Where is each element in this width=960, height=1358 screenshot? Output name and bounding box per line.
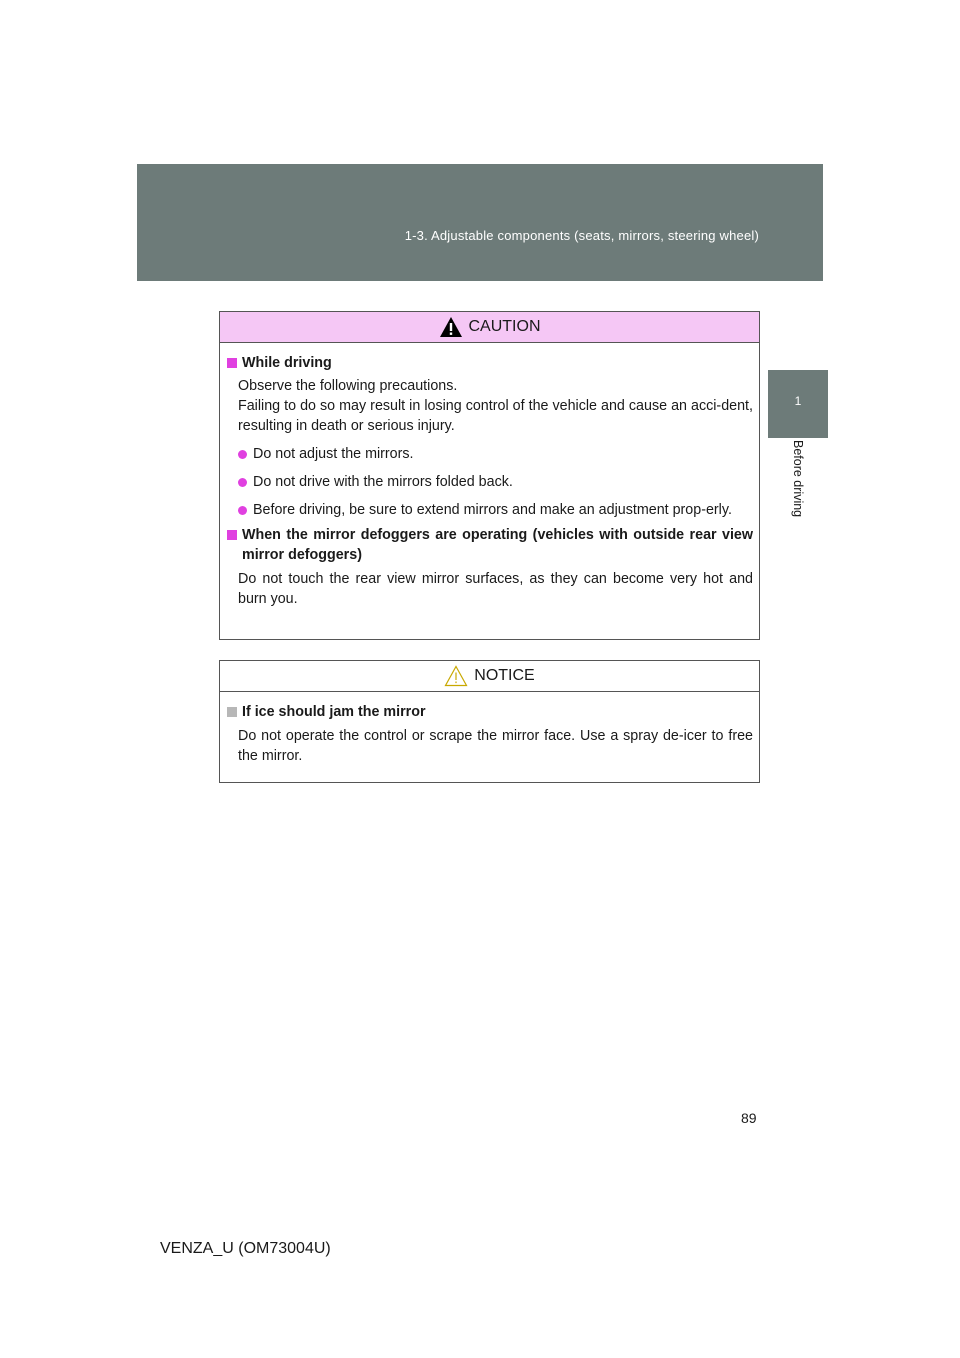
list-item-text: Do not drive with the mirrors folded back. [253,474,513,490]
round-bullet-icon [238,478,247,487]
caution-list-item [227,444,753,464]
warning-triangle-filled-icon [439,316,463,338]
notice-paragraph: Do not operate the control or scrape the mirror face. Use a spray de-icer to free the mirror. [238,728,753,764]
caution-list-item [227,500,753,520]
section-title: 1-3. Adjustable components (seats, mirrors, steering wheel) [404,228,759,243]
caution-box [219,311,760,640]
chapter-number: 1 [794,394,802,408]
round-bullet-icon [238,450,247,459]
chapter-label: Before driving [791,440,805,518]
heading-text: When the mirror defoggers are operating (vehicles with outside rear view mirror defoggers) [242,527,753,563]
document-code: VENZA_U (OM73004U) [160,1240,331,1257]
notice-heading [227,702,753,722]
square-bullet-icon [227,530,237,540]
notice-title: NOTICE [474,667,535,684]
list-item-text: Before driving, be sure to extend mirrors and make an adjustment prop-erly. [253,502,732,518]
heading-text: If ice should jam the mirror [242,704,426,720]
square-bullet-icon [227,707,237,717]
square-bullet-icon [227,358,237,368]
header-band [137,164,823,281]
heading-text: While driving [242,355,332,371]
page-number: 89 [741,1110,757,1126]
caution-paragraph: Failing to do so may result in losing control of the vehicle and cause an acci-dent, resulting in death or serious injury. [238,398,753,434]
caution-heading-defoggers [227,525,753,565]
warning-triangle-outline-icon [444,665,468,687]
caution-title: CAUTION [468,318,541,335]
caution-list-item [227,472,753,492]
notice-header [220,661,759,692]
caution-header [220,312,759,343]
chapter-tab [768,370,828,438]
caution-body [220,343,759,609]
list-item-text: Do not adjust the mirrors. [253,446,414,462]
round-bullet-icon [238,506,247,515]
caution-heading-driving [227,353,753,373]
notice-box [219,660,760,783]
caution-paragraph: Observe the following precautions. [238,378,458,394]
caution-paragraph: Do not touch the rear view mirror surfaces, as they can become very hot and burn you. [238,571,753,607]
notice-body [220,692,759,766]
